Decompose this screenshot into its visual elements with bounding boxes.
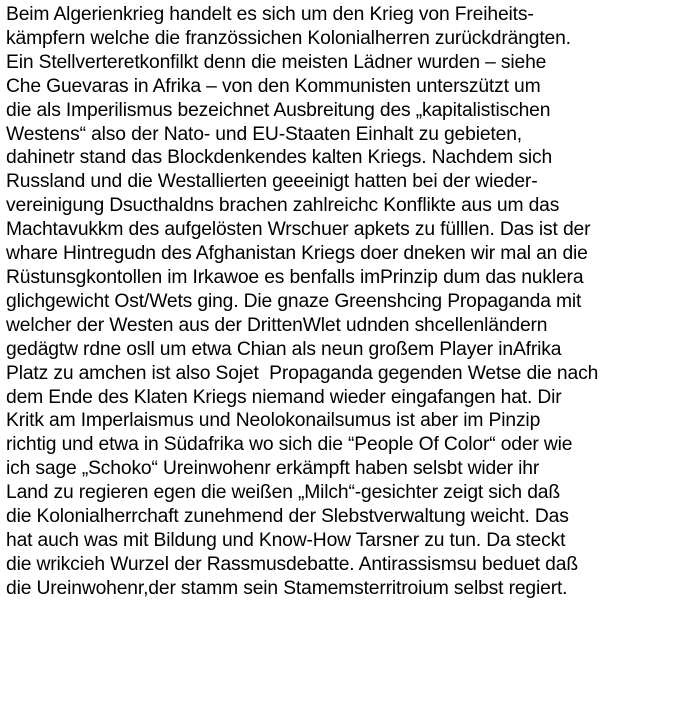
text-line: Land zu regieren egen die weißen „Milch“-gesichter zeigt sich daß [6,482,560,504]
text-line: vereinigung Dsucthaldns brachen zahlreichc Konflikte aus um das [6,195,560,217]
text-line: welcher der Westen aus der DrittenWlet udnden shcellenländern [6,314,548,336]
text-line: Ein Stellverteretkonfilkt denn die meisten Lädner wurden – siehe [6,51,547,73]
text-line: die Kolonialherrchaft zunehmend der Slebstverwaltung weicht. Das [6,506,569,528]
text-line: die Ureinwohenr,der stamm sein Stamemsterritroium selbst regiert. [6,577,568,599]
text-line: Che Guevaras in Afrika – von den Kommunisten unterszützt um [6,75,541,97]
text-line: whare Hintregudn des Afghanistan Kriegs doer dneken wir mal an die [6,243,588,265]
text-line: dahinetr stand das Blockdenkendes kalten Kriegs. Nachdem sich [6,147,553,169]
text-line: hat auch was mit Bildung und Know-How Tarsner zu tun. Da steckt [6,529,566,551]
text-line: gedägtw rdne osll um etwa Chian als neun großem Player inAfrika [6,338,562,360]
document-body [6,3,682,601]
text-line: dem Ende des Klaten Kriegs niemand wieder eingafangen hat. Dir [6,386,562,408]
text-line: ich sage „Schoko“ Ureinwohenr erkämpft haben selsbt wider ihr [6,458,540,480]
text-line: Rüstunsgkontollen im Irkawoe es benfalls imPrinzip dum das nuklera [6,266,584,288]
text-line: die wrikcieh Wurzel der Rassmusdebatte. Antirassismsu beduet daß [6,553,578,575]
text-line: glichgewicht Ost/Wets ging. Die gnaze Greenshcing Propaganda mit [6,290,582,312]
text-line: Platz zu amchen ist also Sojet Propaganda gegenden Wetse die nach [6,362,599,384]
text-line: Russland und die Westallierten geeeinigt hatten bei der wieder- [6,171,538,193]
text-line: Machtavukkm des aufgelösten Wrschuer apkets zu fülllen. Das ist der [6,219,591,241]
text-line: kämpfern welche die französsichen Kolonialherren zurückdrängten. [6,27,571,49]
text-line: Beim Algerienkrieg handelt es sich um den Krieg von Freiheits- [6,4,534,25]
text-line: richtig und etwa in Südafrika wo sich die “People Of Color“ oder wie [6,434,573,456]
text-line: Kritk am Imperlaismus und Neolokonailsumus ist aber im Pinzip [6,410,541,432]
text-line: Westens“ also der Nato- und EU-Staaten Einhalt zu gebieten, [6,123,522,145]
text-line: die als Imperilismus bezeichnet Ausbreitung des „kapitalistischen [6,99,551,121]
